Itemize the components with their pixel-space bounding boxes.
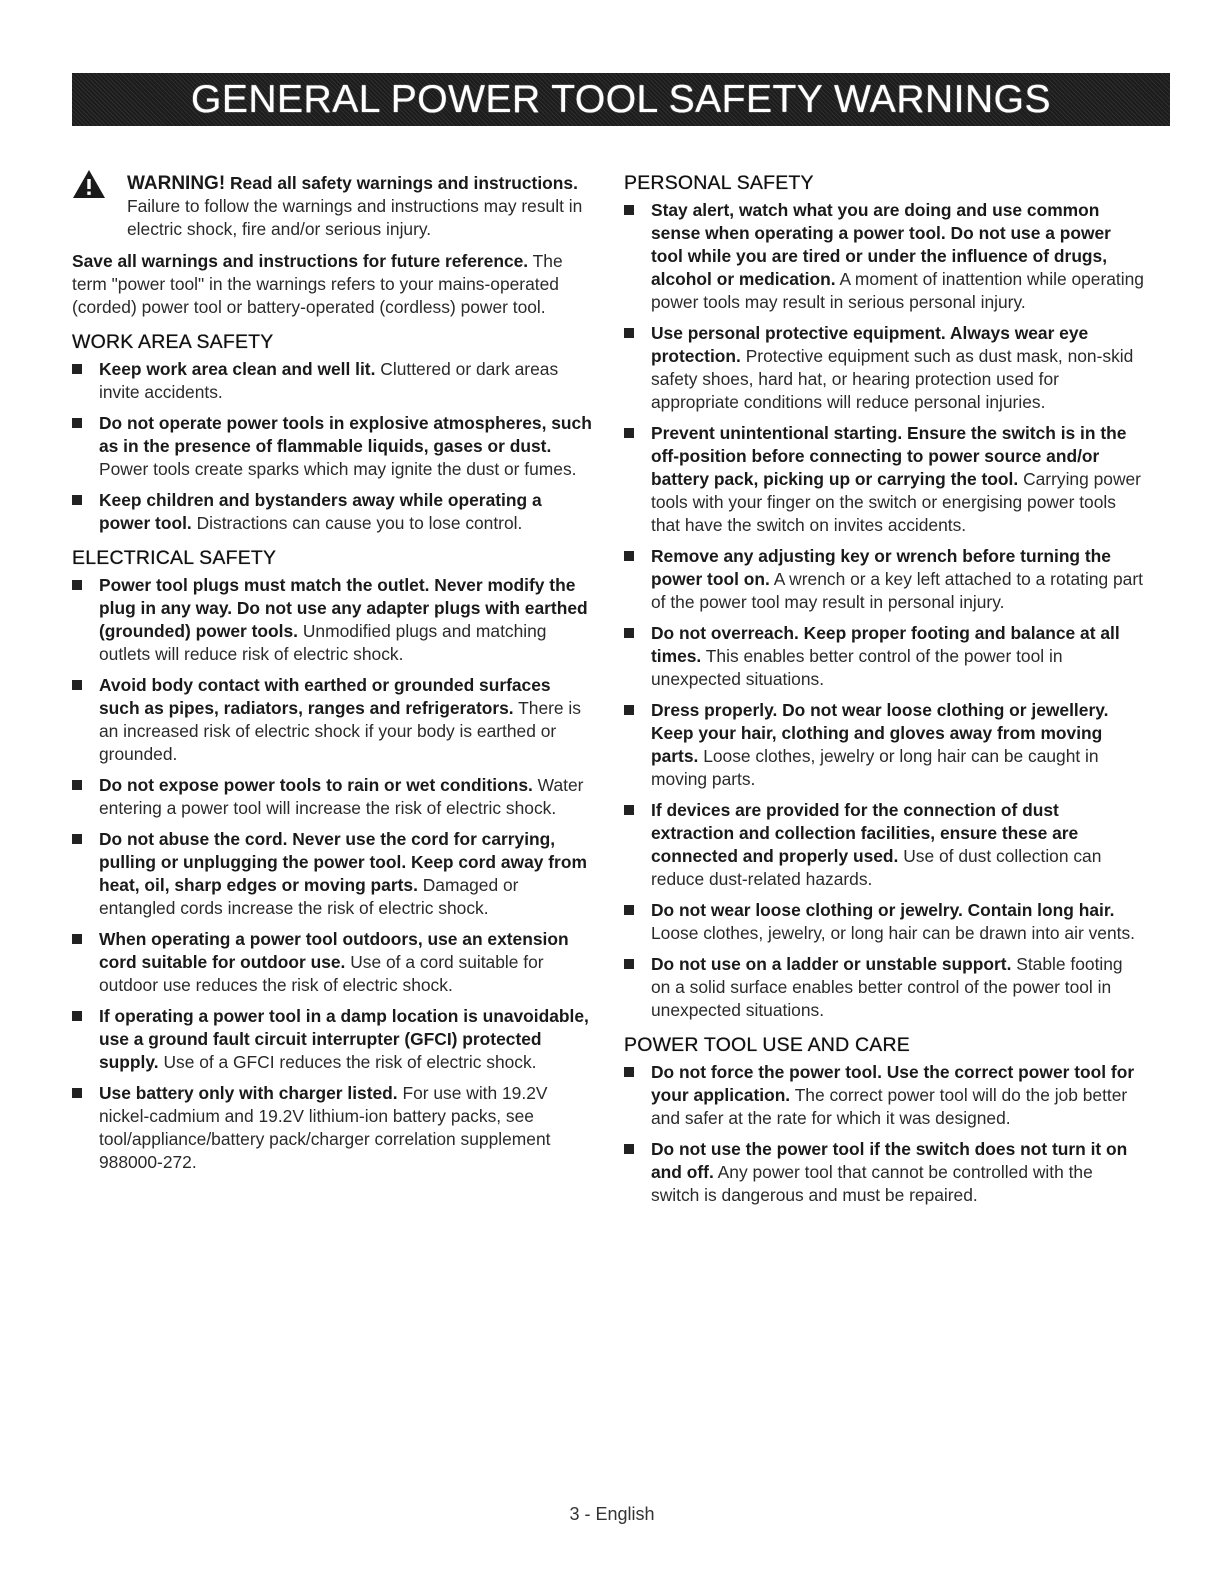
square-bullet-icon: [624, 328, 634, 338]
square-bullet-icon: [72, 1011, 82, 1021]
item-text: A wrench or a key left attached to a rotating part of the power tool may result in personal injury.: [651, 569, 1143, 612]
list-item: [624, 899, 1144, 945]
item-bold: Do not use on a ladder or unstable support.: [651, 954, 1012, 974]
item-text: Any power tool that cannot be controlled with the switch is dangerous and must be repaired.: [651, 1162, 1093, 1205]
list-item: [72, 1005, 592, 1074]
list-item: [624, 545, 1144, 614]
item-bold: Keep work area clean and well lit.: [99, 359, 376, 379]
item-text: The correct power tool will do the job better and safer at the rate for which it was designed.: [651, 1085, 1128, 1128]
electrical-list: [72, 574, 592, 1174]
item-text: A moment of inattention while operating power tools may result in serious personal injury.: [651, 269, 1144, 312]
item-text: Carrying power tools with your finger on the switch or energising power tools that have the switch on invites accidents.: [651, 469, 1141, 535]
section-heading-work-area: WORK AREA SAFETY: [72, 331, 274, 353]
item-bold: Avoid body contact with earthed or grounded surfaces such as pipes, radiators, ranges and refrigerators.: [99, 675, 551, 718]
square-bullet-icon: [72, 364, 82, 374]
list-item: [72, 774, 592, 820]
square-bullet-icon: [72, 680, 82, 690]
square-bullet-icon: [72, 934, 82, 944]
item-text: Water entering a power tool will increase the risk of electric shock.: [99, 775, 584, 818]
square-bullet-icon: [624, 805, 634, 815]
square-bullet-icon: [624, 1144, 634, 1154]
work-area-list: [72, 358, 592, 535]
item-bold: Prevent unintentional starting. Ensure the switch is in the off-position before connecting to power source and/or battery pack, picking up or carrying the tool.: [651, 423, 1127, 489]
list-item: [72, 828, 592, 920]
list-item: [72, 489, 592, 535]
item-bold: Do not expose power tools to rain or wet conditions.: [99, 775, 533, 795]
item-bold: Do not use the power tool if the switch does not turn it on and off.: [651, 1139, 1128, 1182]
list-item: [624, 699, 1144, 791]
item-text: Cluttered or dark areas invite accidents.: [99, 359, 559, 402]
item-bold: Dress properly. Do not wear loose clothing or jewellery. Keep your hair, clothing and gloves away from moving parts.: [651, 700, 1109, 766]
list-item: [624, 199, 1144, 314]
item-bold: Do not operate power tools in explosive atmospheres, such as in the presence of flammable liquids, gases or dust.: [99, 413, 592, 456]
item-text: There is an increased risk of electric shock if your body is earthed or grounded.: [99, 698, 581, 764]
list-item: [624, 422, 1144, 537]
save-instructions: [72, 250, 592, 319]
list-item: [72, 928, 592, 997]
item-text: Stable footing on a solid surface enables better control of the power tool in unexpected situations.: [651, 954, 1123, 1020]
item-text: Protective equipment such as dust mask, non-skid safety shoes, hard hat, or hearing protection used for appropriate conditions will reduce personal injuries.: [651, 346, 1134, 412]
list-item: [72, 412, 592, 481]
item-text: This enables better control of the power tool in unexpected situations.: [651, 646, 1063, 689]
tool-use-list: [624, 1061, 1144, 1207]
page-footer: 3 - English: [569, 1504, 655, 1524]
warning-bold: Read all safety warnings and instructions.: [230, 173, 578, 193]
list-item: [72, 1082, 592, 1174]
save-bold: Save all warnings and instructions for future reference.: [72, 251, 529, 271]
warning-triangle-icon: [72, 169, 106, 199]
list-item: [624, 799, 1144, 891]
warning-label: WARNING!: [127, 173, 226, 194]
section-heading-electrical: ELECTRICAL SAFETY: [72, 547, 277, 569]
list-item: [72, 674, 592, 766]
square-bullet-icon: [624, 1067, 634, 1077]
item-bold: Use battery only with charger listed.: [99, 1083, 398, 1103]
item-text: Distractions can cause you to lose control.: [196, 513, 523, 533]
item-text: Damaged or entangled cords increase the risk of electric shock.: [99, 875, 519, 918]
title-banner: [72, 73, 1170, 126]
item-bold: Use personal protective equipment. Always wear eye protection.: [651, 323, 1089, 366]
item-text: Unmodified plugs and matching outlets will reduce risk of electric shock.: [99, 621, 547, 664]
list-item: [624, 953, 1144, 1022]
item-text: Loose clothes, jewelry or long hair can be caught in moving parts.: [651, 746, 1099, 789]
item-text: For use with 19.2V nickel-cadmium and 19.2V lithium-ion battery packs, see tool/appliance/battery pack/charger correlation supplement 988000-272.: [99, 1083, 551, 1172]
square-bullet-icon: [624, 905, 634, 915]
list-item: [72, 574, 592, 666]
square-bullet-icon: [624, 959, 634, 969]
list-item: [624, 322, 1144, 414]
square-bullet-icon: [624, 628, 634, 638]
square-bullet-icon: [624, 205, 634, 215]
square-bullet-icon: [624, 428, 634, 438]
warning-block: [72, 172, 592, 241]
item-text: Loose clothes, jewelry, or long hair can be drawn into air vents.: [651, 923, 1135, 943]
list-item: [624, 1061, 1144, 1130]
item-bold: Stay alert, watch what you are doing and use common sense when operating a power tool. Do not use a power tool while you are tired or under the influence of drugs, alcohol or medication.: [651, 200, 1111, 289]
square-bullet-icon: [72, 418, 82, 428]
item-text: Power tools create sparks which may ignite the dust or fumes.: [99, 459, 577, 479]
item-bold: Remove any adjusting key or wrench before turning the power tool on.: [651, 546, 1111, 589]
list-item: [72, 358, 592, 404]
item-text: Use of dust collection can reduce dust-related hazards.: [651, 846, 1102, 889]
item-bold: Do not abuse the cord. Never use the cord for carrying, pulling or unplugging the power tool. Keep cord away from heat, oil, sharp edges or moving parts.: [99, 829, 587, 895]
item-bold: Do not wear loose clothing or jewelry. Contain long hair.: [651, 900, 1115, 920]
item-text: Use of a GFCI reduces the risk of electric shock.: [163, 1052, 537, 1072]
square-bullet-icon: [72, 780, 82, 790]
page-title: GENERAL POWER TOOL SAFETY WARNINGS: [191, 77, 1051, 121]
item-bold: When operating a power tool outdoors, use an extension cord suitable for outdoor use.: [99, 929, 569, 972]
item-bold: Power tool plugs must match the outlet. Never modify the plug in any way. Do not use any adapter plugs with earthed (grounded) power tools.: [99, 575, 588, 641]
square-bullet-icon: [72, 834, 82, 844]
square-bullet-icon: [72, 580, 82, 590]
save-text: The term "power tool" in the warnings refers to your mains-operated (corded) power tool or battery-operated (cordless) power tool.: [72, 251, 563, 317]
personal-list: [624, 199, 1144, 1022]
square-bullet-icon: [624, 551, 634, 561]
item-bold: Keep children and bystanders away while operating a power tool.: [99, 490, 542, 533]
square-bullet-icon: [624, 705, 634, 715]
left-column: [72, 172, 592, 1182]
item-bold: If devices are provided for the connection of dust extraction and collection facilities, ensure these are connected and properly used.: [651, 800, 1079, 866]
item-bold: Do not force the power tool. Use the correct power tool for your application.: [651, 1062, 1135, 1105]
square-bullet-icon: [72, 495, 82, 505]
list-item: [624, 1138, 1144, 1207]
square-bullet-icon: [72, 1088, 82, 1098]
right-column: [624, 172, 1144, 1215]
section-heading-tool-use: POWER TOOL USE AND CARE: [624, 1034, 910, 1056]
section-heading-personal: PERSONAL SAFETY: [624, 172, 814, 194]
list-item: [624, 622, 1144, 691]
item-text: Use of a cord suitable for outdoor use reduces the risk of electric shock.: [99, 952, 544, 995]
item-bold: If operating a power tool in a damp location is unavoidable, use a ground fault circuit interrupter (GFCI) protected supply.: [99, 1006, 589, 1072]
item-bold: Do not overreach. Keep proper footing and balance at all times.: [651, 623, 1120, 666]
warning-text: Failure to follow the warnings and instructions may result in electric shock, fire and/or serious injury.: [127, 196, 583, 239]
